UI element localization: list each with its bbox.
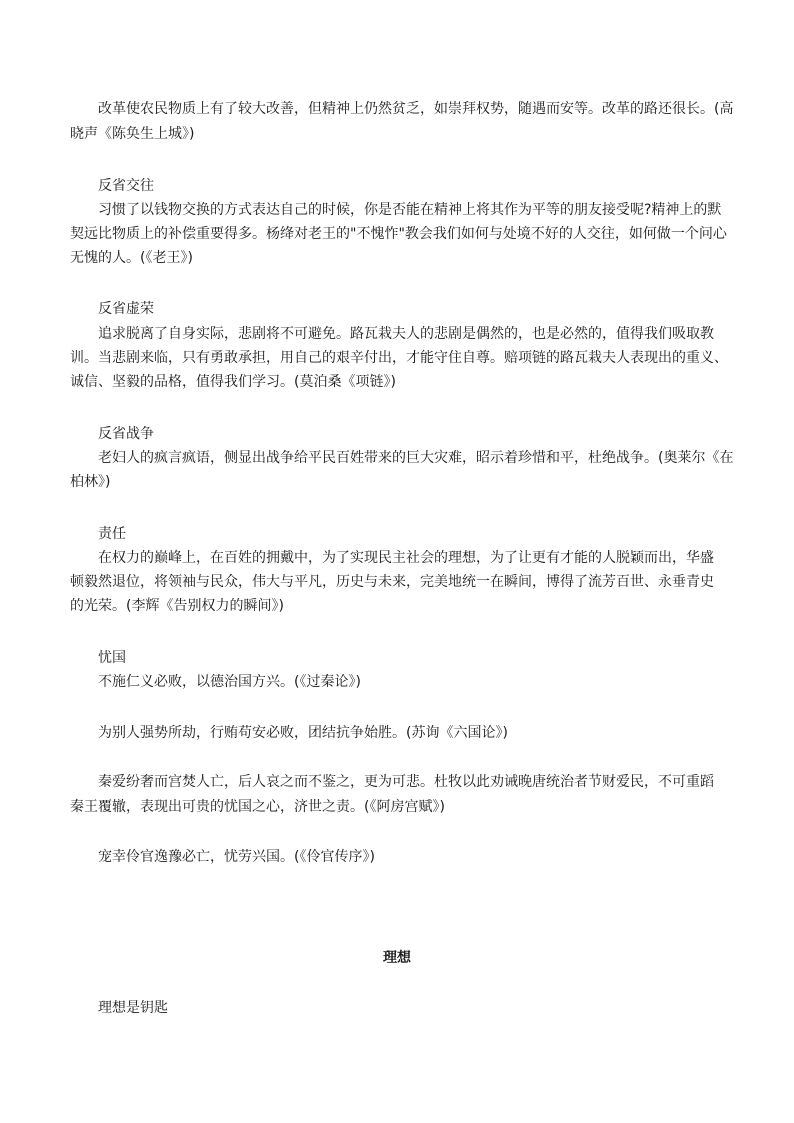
section-title: 理想 — [383, 950, 411, 966]
paragraph-line: 的光荣。(李辉《告别权力的瞬间》) — [70, 598, 284, 614]
section-heading: 理想是钥匙 — [98, 1000, 168, 1016]
paragraph-line: 无愧的人。(《老王》) — [70, 250, 193, 266]
quote-line: 宠幸伶官逸豫必亡，忧劳兴国。(《伶官传序》) — [98, 849, 375, 865]
quote-line: 为别人强势所劫，行贿苟安必败，团结抗争始胜。(苏询《六国论》) — [98, 725, 508, 741]
paragraph-line: 习惯了以钱物交换的方式表达自己的时候，你是否能在精神上将其作为平等的朋友接受呢?精神上的默 — [98, 202, 722, 218]
paragraph-line: 契远比物质上的补偿重要得多。杨绛对老王的"不愧怍"教会我们如何与处境不好的人交往，如何做一个问心 — [70, 226, 727, 242]
paragraph-line: 柏林》) — [70, 474, 111, 490]
paragraph-line: 顿毅然退位，将领袖与民众，伟大与平凡，历史与未来，完美地统一在瞬间，博得了流芳百世、永垂青史 — [70, 574, 714, 590]
section-heading: 反省交往 — [98, 178, 154, 194]
paragraph-line: 诚信、坚毅的品格，值得我们学习。(莫泊桑《项链》) — [70, 374, 396, 390]
section-heading: 反省虚荣 — [98, 301, 154, 317]
paragraph-line: 训。当悲剧来临，只有勇敢承担，用自己的艰辛付出，才能守住自尊。赔项链的路瓦栽夫人表现出的重义、 — [70, 350, 728, 366]
section-heading: 忧国 — [98, 650, 126, 666]
paragraph-line: 在权力的巅峰上，在百姓的拥戴中，为了实现民主社会的理想，为了让更有才能的人脱颖而出，华盛 — [98, 550, 714, 566]
quote-line: 秦王覆辙，表现出可贵的忧国之心，济世之责。(《阿房宫赋》) — [70, 799, 445, 815]
paragraph-line: 晓声《陈奂生上城》) — [70, 126, 195, 142]
paragraph-line: 改革使农民物质上有了较大改善，但精神上仍然贫乏，如崇拜权势，随遇而安等。改革的路还很长。(高 — [98, 101, 734, 117]
section-heading: 反省战争 — [98, 426, 154, 442]
paragraph-line: 追求脱离了自身实际，悲剧将不可避免。路瓦栽夫人的悲剧是偶然的，也是必然的，值得我们吸取教 — [98, 326, 714, 342]
section-heading: 责任 — [98, 526, 126, 542]
quote-line: 不施仁义必败，以德治国方兴。(《过秦论》) — [98, 674, 361, 690]
quote-line: 秦爱纷奢而宫焚人亡，后人哀之而不鉴之，更为可悲。杜牧以此劝诫晚唐统治者节财爱民，不可重蹈 — [98, 774, 714, 790]
paragraph-line: 老妇人的疯言疯语，侧显出战争给平民百姓带来的巨大灾难，昭示着珍惜和平，杜绝战争。(奥莱尔《在 — [98, 450, 734, 466]
